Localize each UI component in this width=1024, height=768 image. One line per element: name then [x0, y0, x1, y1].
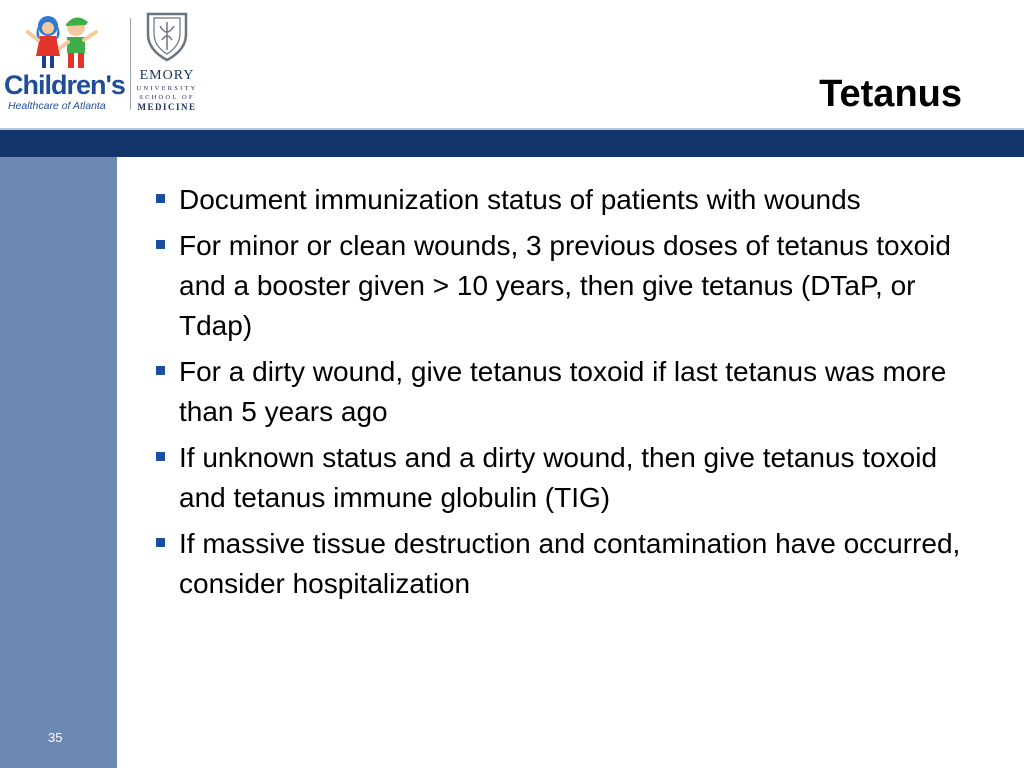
- bullet-list: [156, 180, 976, 610]
- slide-title: Tetanus: [819, 73, 962, 115]
- childrens-subtitle: Healthcare of Atlanta: [8, 100, 106, 112]
- emory-shield-icon: [134, 10, 200, 64]
- page-number: 35: [48, 730, 63, 745]
- childrens-logo: [4, 12, 128, 116]
- emory-line-4: MEDICINE: [137, 102, 197, 112]
- bullet-text: If massive tissue destruction and contamination have occurred, consider hospitalization: [179, 528, 961, 599]
- slide-header: [0, 0, 1024, 128]
- square-bullet-icon: [156, 240, 165, 249]
- logo-divider: [130, 18, 131, 110]
- bullet-item: [156, 226, 976, 346]
- emory-line-1: EMORY: [139, 68, 195, 83]
- square-bullet-icon: [156, 452, 165, 461]
- emory-line-2: UNIVERSITY: [136, 85, 198, 92]
- bullet-text: For minor or clean wounds, 3 previous doses of tetanus toxoid and a booster given > 10 years, then give tetanus (DTaP, or Tdap): [179, 230, 951, 341]
- square-bullet-icon: [156, 194, 165, 203]
- childrens-wordmark: Children's: [4, 70, 125, 100]
- square-bullet-icon: [156, 538, 165, 547]
- bullet-item: [156, 352, 976, 432]
- emory-logo: [134, 10, 200, 116]
- bullet-text: For a dirty wound, give tetanus toxoid if last tetanus was more than 5 years ago: [179, 356, 947, 427]
- children-figures-logo-icon: [4, 12, 128, 72]
- bullet-text: If unknown status and a dirty wound, then give tetanus toxoid and tetanus immune globulin (TIG): [179, 442, 938, 513]
- bullet-item: [156, 438, 976, 518]
- bullet-text: Document immunization status of patients with wounds: [179, 184, 861, 215]
- header-blue-bar: [0, 130, 1024, 157]
- emory-wordmark: [134, 68, 200, 113]
- square-bullet-icon: [156, 366, 165, 375]
- bullet-item: [156, 524, 976, 604]
- emory-line-3: SCHOOL OF: [139, 94, 195, 101]
- left-sidebar: [0, 157, 117, 768]
- bullet-item: [156, 180, 976, 220]
